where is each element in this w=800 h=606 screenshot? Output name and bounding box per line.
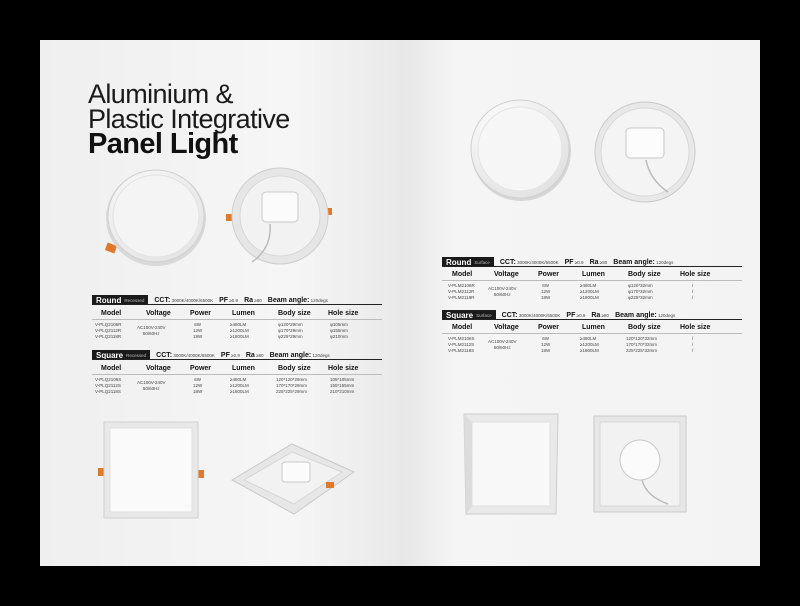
round-surface-front-image <box>466 96 576 206</box>
table-row: V-PLQ2106S V-PLQ2112S V-PLQ2118S <box>95 377 122 394</box>
title-line-3: Panel Light <box>88 128 238 160</box>
square-surface-back-image <box>590 412 690 516</box>
title-line-1: Aluminium & <box>88 79 233 109</box>
col-power: Power <box>190 365 212 372</box>
col-hole-size: Hole size <box>328 310 359 317</box>
col-model: Model <box>452 324 473 331</box>
power-cell: 6W 12W 18W <box>193 322 203 339</box>
lumen-cell: ≥480LM ≥1200LM ≥1800LM <box>580 336 599 353</box>
col-body-size: Body size <box>628 271 661 278</box>
voltage-cell: AC100V-240V 50/60Hz <box>137 325 166 336</box>
hole-cell: φ105mm φ155mm φ210mm <box>330 322 348 339</box>
voltage-cell: AC100V-240V 50/60Hz <box>488 286 517 297</box>
body-cell: 120*120*32mm 170*170*32mm 225*225*32mm <box>626 336 658 353</box>
col-power: Power <box>538 324 560 331</box>
table-rule <box>442 333 742 334</box>
title-line-2: Plastic Integrative <box>88 104 290 134</box>
page-title <box>88 79 290 160</box>
table-rule <box>92 319 382 320</box>
col-power: Power <box>538 271 560 278</box>
table-rule <box>442 280 742 281</box>
square-recessed-tag: Square Recessed <box>92 350 150 360</box>
round-recessed-front-image <box>96 160 216 272</box>
col-voltage: Voltage <box>146 310 171 317</box>
col-body-size: Body size <box>278 310 311 317</box>
table-row: V-PLM2106S V-PLM2112S V-PLM2118S <box>448 336 475 353</box>
col-model: Model <box>101 365 122 372</box>
col-body-size: Body size <box>278 365 311 372</box>
hole-cell: / / / <box>692 336 694 353</box>
col-lumen: Lumen <box>232 310 255 317</box>
power-cell: 6W 12W 18W <box>193 377 203 394</box>
body-cell: φ120*29mm φ170*29mm φ225*29mm <box>278 322 303 339</box>
lumen-cell: ≥480LM ≥1200LM ≥1800LM <box>230 377 249 394</box>
col-model: Model <box>101 310 122 317</box>
hole-cell: 105*105mm 155*155mm 210*210mm <box>330 377 355 394</box>
body-cell: φ120*32mm φ170*32mm φ225*32mm <box>628 283 653 300</box>
power-cell: 6W 12W 18W <box>541 283 551 300</box>
lumen-cell: ≥480LM ≥1200LM ≥1800LM <box>230 322 249 339</box>
round-surface-tag: Round Surface <box>442 257 494 267</box>
col-hole-size: Hole size <box>680 271 711 278</box>
table-rule <box>92 374 382 375</box>
table-row: V-PLQ2106R V-PLQ2112R V-PLQ2118R <box>95 322 122 339</box>
col-hole-size: Hole size <box>680 324 711 331</box>
right-page <box>400 40 760 566</box>
col-lumen: Lumen <box>582 271 605 278</box>
col-lumen: Lumen <box>582 324 605 331</box>
col-model: Model <box>452 271 473 278</box>
col-voltage: Voltage <box>494 324 519 331</box>
square-surface-tag: Square Surface <box>442 310 496 320</box>
lumen-cell: ≥480LM ≥1200LM ≥1800LM <box>580 283 599 300</box>
square-surface-front-image <box>456 410 566 518</box>
col-lumen: Lumen <box>232 365 255 372</box>
round-recessed-back-image <box>222 162 338 272</box>
body-cell: 120*120*29mm 170*170*29mm 225*225*29mm <box>276 377 308 394</box>
square-recessed-back-image <box>222 420 362 520</box>
hole-cell: / / / <box>692 283 694 300</box>
square-recessed-header-bar: Square Recessed CCT: 3000K/4000K/6500K PF ≥0.9 Ra ≥80 Beam angle: 120degs <box>92 350 382 360</box>
col-voltage: Voltage <box>146 365 171 372</box>
col-body-size: Body size <box>628 324 661 331</box>
voltage-cell: AC100V-240V 50/60Hz <box>137 380 166 391</box>
col-voltage: Voltage <box>494 271 519 278</box>
round-recessed-tag: Round Recessed <box>92 295 148 305</box>
square-surface-header-bar: Square Surface CCT: 3000K/4000K/6500K PF ≥0.9 Ra ≥80 Beam angle: 120degs <box>442 310 742 320</box>
voltage-cell: AC100V-240V 50/60Hz <box>488 339 517 350</box>
power-cell: 6W 12W 18W <box>541 336 551 353</box>
col-power: Power <box>190 310 212 317</box>
table-row: V-PLM2106R V-PLM2112R V-PLM2118R <box>448 283 475 300</box>
round-recessed-header-bar: Round Recessed CCT: 3000K/4000K/6500K PF ≥0.9 Ra ≥80 Beam angle: 120degs <box>92 295 382 305</box>
round-surface-back-image <box>590 96 700 208</box>
col-hole-size: Hole size <box>328 365 359 372</box>
square-recessed-front-image <box>96 416 206 526</box>
round-surface-header-bar: Round Surface CCT: 3000K/4000K/6500K PF ≥0.9 Ra ≥80 Beam angle: 120degs <box>442 257 742 267</box>
